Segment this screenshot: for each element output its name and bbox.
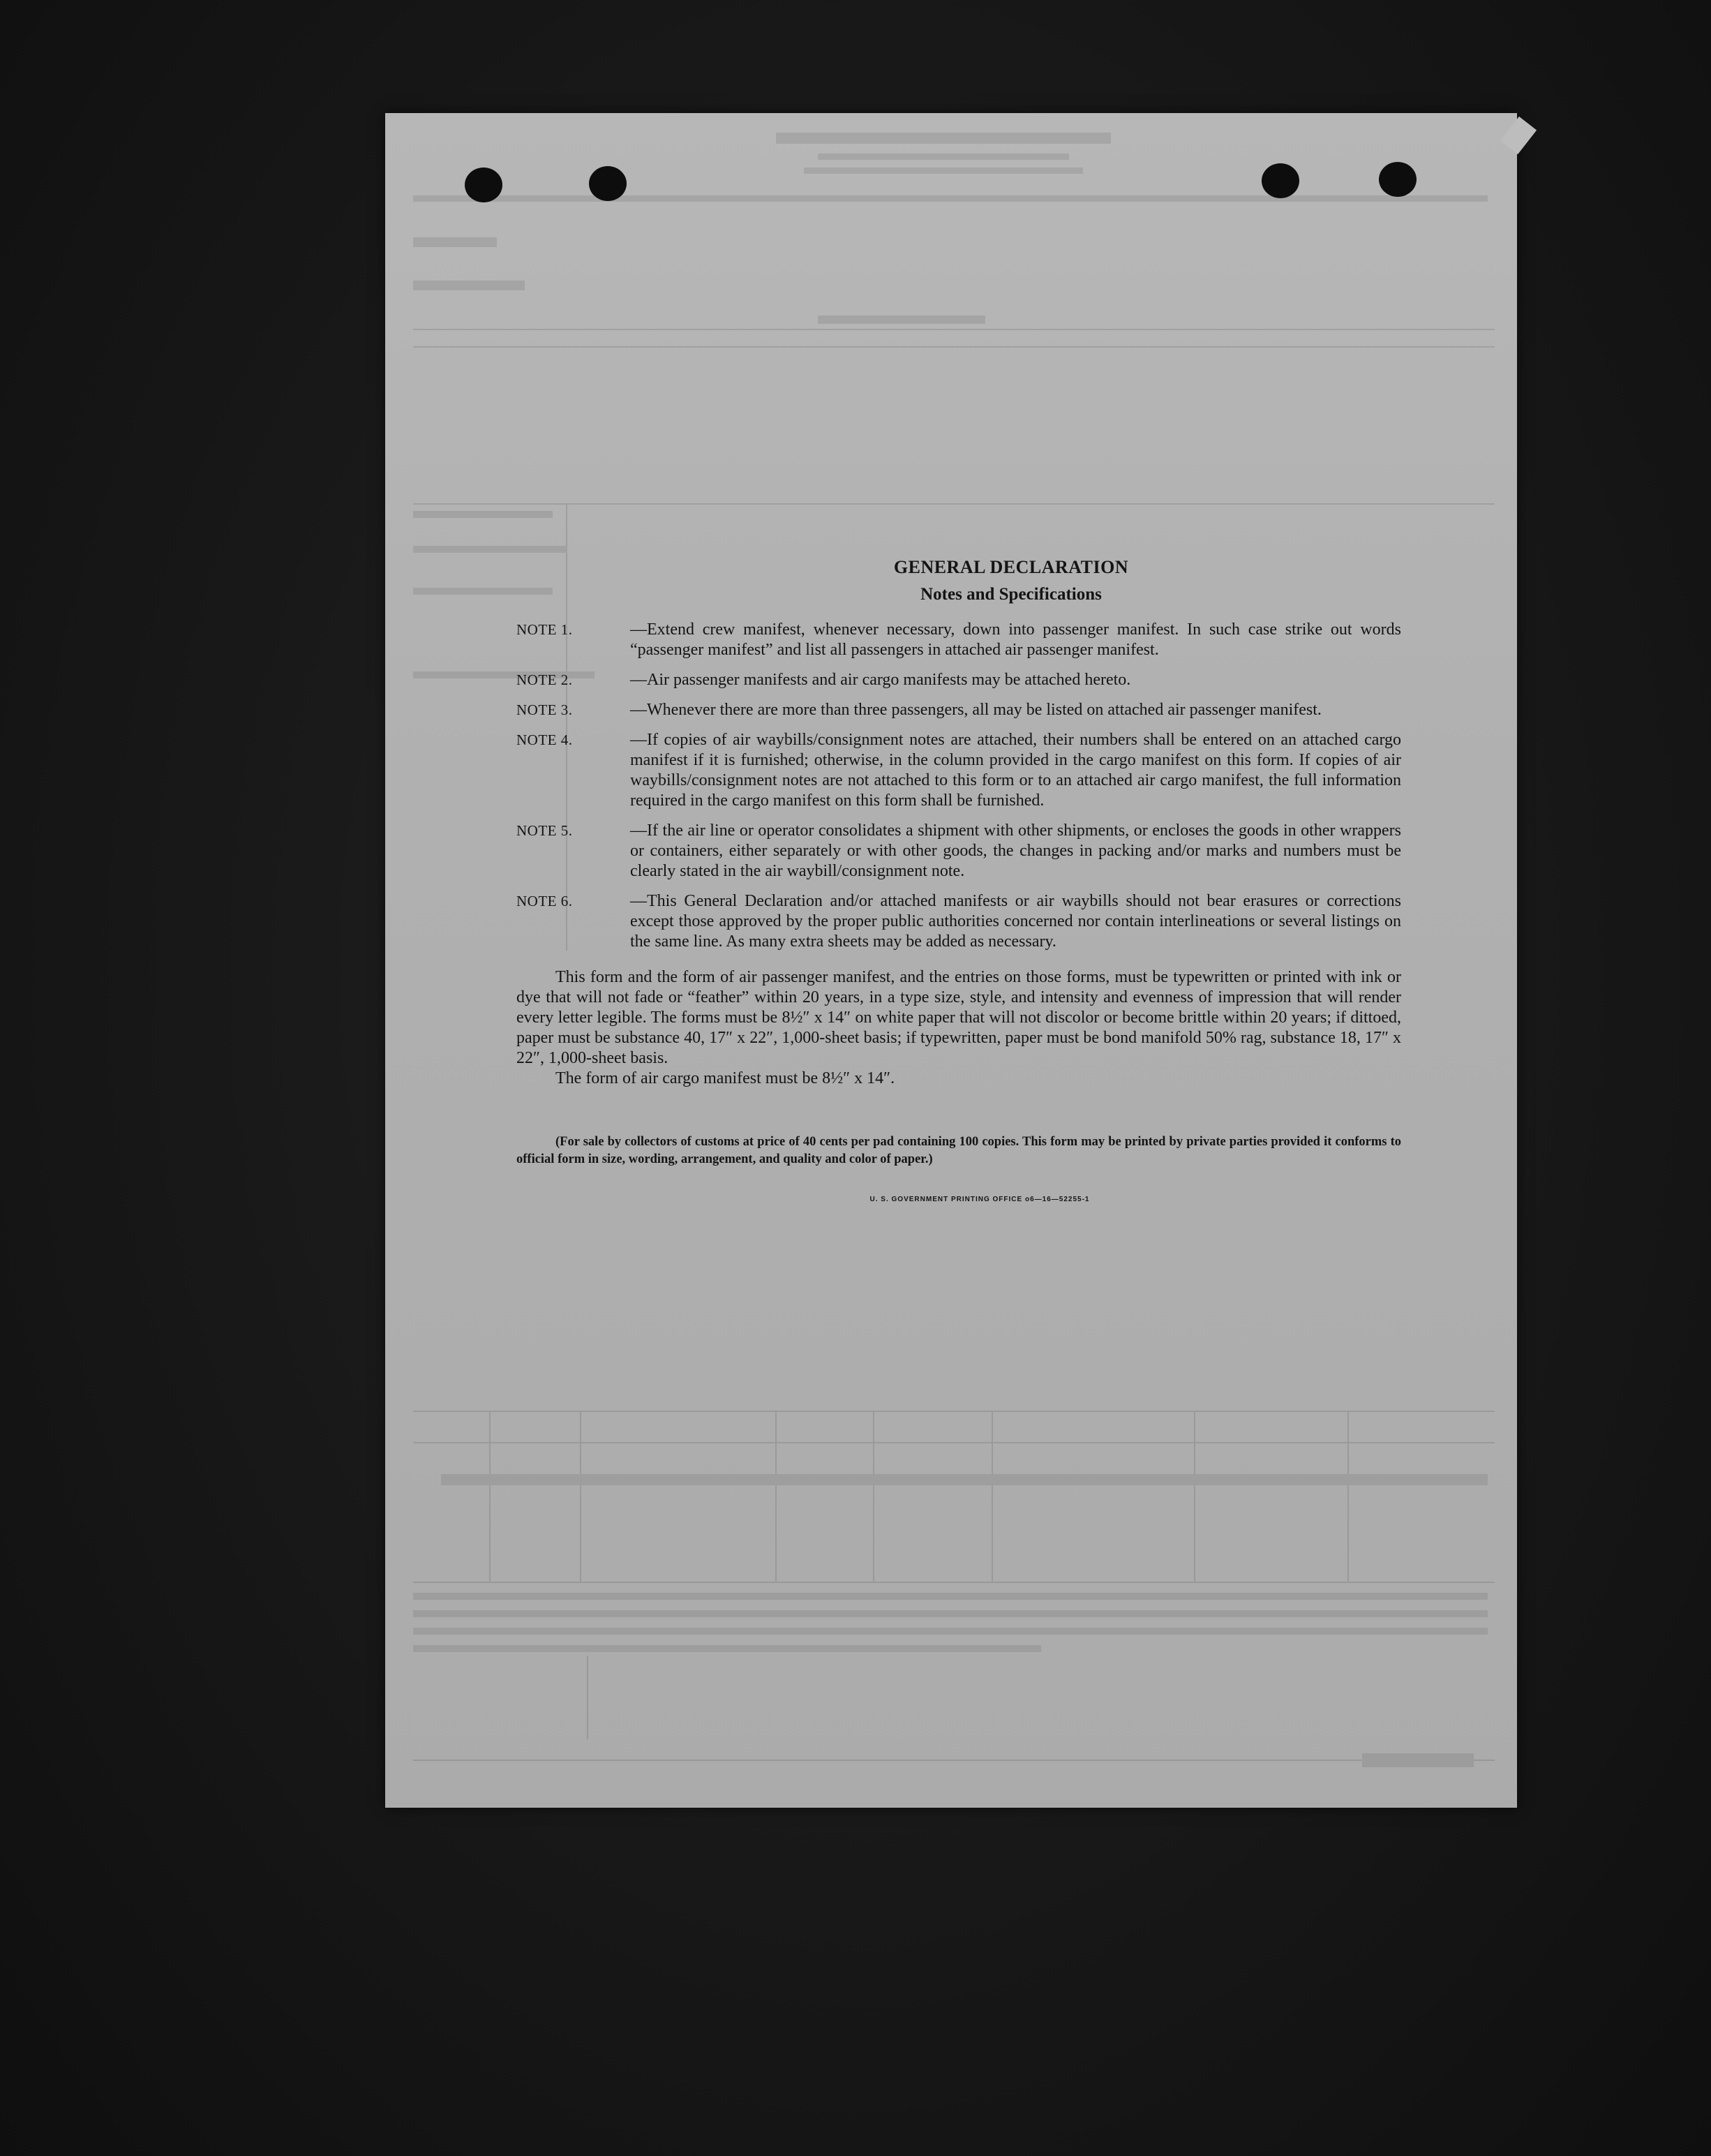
note-1 (516, 620, 1401, 660)
document-title: GENERAL DECLARATION (893, 557, 1129, 577)
note-4 (516, 730, 1401, 811)
note-label: NOTE 1. (516, 621, 573, 638)
note-2 (516, 670, 1401, 690)
note-6 (516, 891, 1401, 952)
punch-hole-2 (589, 166, 627, 201)
note-text: —This General Declaration and/or attached manifests or air waybills should not bear erasures or corrections except those approved by the proper public authorities concerned nor contain interlineations or several listings on the same line. As many extra sheets may be added as necessary. (630, 892, 1401, 951)
note-5 (516, 821, 1401, 882)
document-subtitle: Notes and Specifications (920, 585, 1102, 604)
note-label: NOTE 5. (516, 822, 573, 839)
note-text: —If copies of air waybills/consignment notes are attached, their numbers shall be entered on an attached cargo manifest if it is furnished; otherwise, in the column provided in the cargo manifest on this form. If copies of air waybills/consignment notes are not attached to this form or to an attached air cargo manifest, the full information required in the cargo manifest on this form shall be furnished. (630, 731, 1401, 810)
form-specification-paragraph: This form and the form of air passenger manifest, and the entries on those forms, must be typewritten or printed with ink or dye that will not fade or “feather” within 20 years, in a type size, style, and intensity and evenness of impression that will render every letter legible. The forms must be 8½″ x 14″ on white paper that will not discolor or become brittle within 20 years; if dittoed, paper must be substance 40, 17″ x 22″, 1,000-sheet basis; if typewritten, paper must be bond manifold 50% rag, substance 18, 17″ x 22″, 1,000-sheet basis. (516, 968, 1401, 1067)
note-text: —Air passenger manifests and air cargo manifests may be attached hereto. (630, 671, 1131, 689)
note-label: NOTE 2. (516, 671, 573, 688)
cargo-manifest-size: The form of air cargo manifest must be 8½″ x 14″. (555, 1069, 895, 1087)
punch-hole-4 (1379, 162, 1417, 197)
note-label: NOTE 6. (516, 893, 573, 909)
note-3 (516, 700, 1401, 720)
note-text: —Whenever there are more than three passengers, all may be listed on attached air passenger manifest. (630, 701, 1322, 719)
note-label: NOTE 4. (516, 731, 573, 748)
note-text: —If the air line or operator consolidates a shipment with other shipments, or encloses the goods in other wrappers or containers, either separately or with other goods, the changes in packing and/or marks and numbers must be clearly stated in the air waybill/consignment note. (630, 821, 1401, 880)
punch-hole-1 (465, 168, 502, 202)
sale-notice: (For sale by collectors of customs at price of 40 cents per pad containing 100 copies. This form may be printed by private parties provided it conforms to official form in size, wording, arrangement, and quality and color of paper.) (516, 1135, 1401, 1166)
note-text: —Extend crew manifest, whenever necessary, down into passenger manifest. In such case strike out words “passenger manifest” and list all passengers in attached air passenger manifest. (630, 620, 1401, 659)
printer-imprint: U. S. GOVERNMENT PRINTING OFFICE o6—16—52255-1 (869, 1196, 1090, 1203)
notes-content (516, 557, 1401, 1210)
note-label: NOTE 3. (516, 701, 573, 718)
punch-hole-3 (1262, 163, 1299, 198)
